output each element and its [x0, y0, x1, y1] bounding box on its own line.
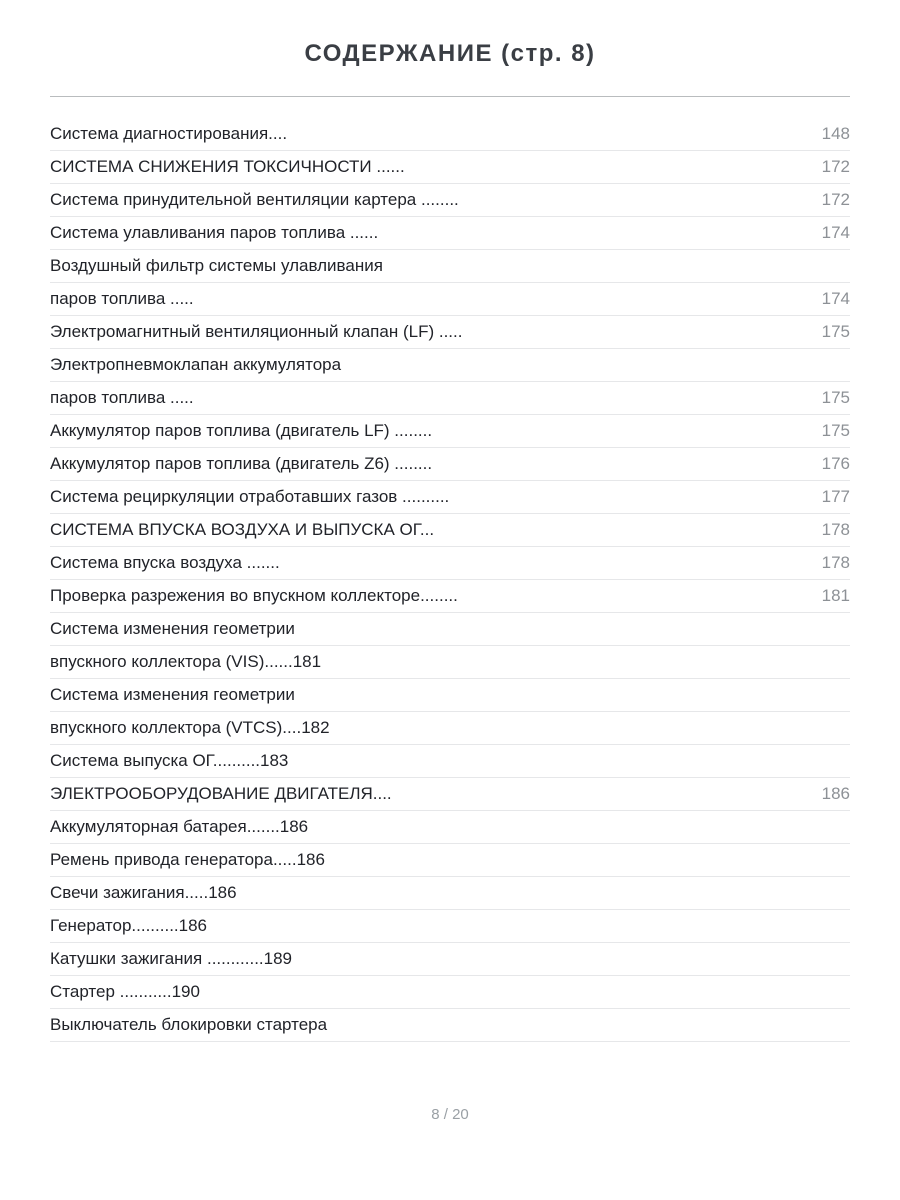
toc-row: [50, 811, 850, 844]
toc-list: [50, 118, 850, 1042]
toc-entry-label: ЭЛЕКТРООБОРУДОВАНИЕ ДВИГАТЕЛЯ....: [50, 784, 392, 803]
page-title: СОДЕРЖАНИЕ (стр. 8): [304, 40, 596, 67]
toc-entry-page: 174: [821, 289, 850, 308]
toc-entry-page: 177: [821, 487, 850, 506]
toc-entry-label: Воздушный фильтр системы улавливания: [50, 256, 383, 275]
toc-entry-page: 186: [821, 784, 850, 803]
toc-row: [50, 250, 850, 283]
toc-entry-label: Аккумулятор паров топлива (двигатель LF) ........: [50, 421, 433, 440]
toc-entry-label: Электромагнитный вентиляционный клапан (LF) .....: [50, 322, 463, 341]
toc-entry-label: Система диагностирования....: [50, 124, 288, 143]
toc-row: [50, 910, 850, 943]
toc-row: [50, 514, 850, 547]
toc-entry-page: 178: [821, 553, 850, 572]
toc-entry-page: 175: [821, 388, 850, 407]
toc-entry-label: Аккумулятор паров топлива (двигатель Z6) ........: [50, 454, 433, 473]
toc-entry-label: СИСТЕМА ВПУСКА ВОЗДУХА И ВЫПУСКА ОГ...: [50, 520, 435, 539]
toc-row: [50, 118, 850, 151]
toc-row: [50, 745, 850, 778]
toc-row: [50, 679, 850, 712]
toc-entry-page: 181: [821, 586, 850, 605]
toc-entry-label: Свечи зажигания.....186: [50, 883, 237, 902]
toc-row: [50, 382, 850, 415]
toc-row: [50, 844, 850, 877]
toc-entry-label: паров топлива .....: [50, 289, 194, 308]
toc-entry-label: Стартер ...........190: [50, 982, 200, 1001]
toc-entry-page: 175: [821, 421, 850, 440]
toc-entry-page: 176: [821, 454, 850, 473]
toc-entry-page: 172: [821, 190, 850, 209]
toc-entry-page: 148: [821, 124, 850, 143]
toc-entry-label: Проверка разрежения во впускном коллекторе........: [50, 586, 458, 605]
toc-row: [50, 415, 850, 448]
toc-row: [50, 151, 850, 184]
toc-row: [50, 712, 850, 745]
toc-entry-label: Система изменения геометрии: [50, 685, 295, 704]
toc-entry-page: 175: [821, 322, 850, 341]
toc-entry-label: Система принудительной вентиляции картера ........: [50, 190, 459, 209]
toc-row: [50, 778, 850, 811]
toc-row: [50, 976, 850, 1009]
toc-entry-page: 174: [821, 223, 850, 242]
toc-row: [50, 184, 850, 217]
page-indicator: 8 / 20: [431, 1106, 469, 1123]
toc-entry-label: Система впуска воздуха .......: [50, 553, 280, 572]
toc-entry-label: Выключатель блокировки стартера: [50, 1015, 328, 1034]
toc-row: [50, 547, 850, 580]
toc-entry-label: Генератор..........186: [50, 916, 208, 935]
toc-row: [50, 580, 850, 613]
toc-row: [50, 943, 850, 976]
toc-entry-label: Система изменения геометрии: [50, 619, 295, 638]
toc-row: [50, 613, 850, 646]
toc-row: [50, 283, 850, 316]
toc-row: [50, 316, 850, 349]
toc-entry-label: СИСТЕМА СНИЖЕНИЯ ТОКСИЧНОСТИ ......: [50, 157, 405, 176]
toc-entry-label: Электропневмоклапан аккумулятора: [50, 355, 342, 374]
toc-row: [50, 646, 850, 679]
toc-row: [50, 481, 850, 514]
toc-row: [50, 217, 850, 250]
toc-entry-label: паров топлива .....: [50, 388, 194, 407]
toc-entry-label: Система улавливания паров топлива ......: [50, 223, 379, 242]
toc-row: [50, 349, 850, 382]
toc-row: [50, 448, 850, 481]
title-divider: [50, 96, 850, 97]
toc-entry-label: впускного коллектора (VIS)......181: [50, 652, 322, 671]
toc-entry-label: Катушки зажигания ............189: [50, 949, 293, 968]
toc-row: [50, 877, 850, 910]
toc-entry-label: Система рециркуляции отработавших газов ..........: [50, 487, 450, 506]
toc-entry-label: Аккумуляторная батарея.......186: [50, 817, 309, 836]
toc-entry-label: впускного коллектора (VTCS)....182: [50, 718, 330, 737]
toc-entry-page: 172: [821, 157, 850, 176]
toc-row: [50, 1009, 850, 1042]
toc-entry-label: Система выпуска ОГ..........183: [50, 751, 289, 770]
toc-entry-label: Ремень привода генератора.....186: [50, 850, 325, 869]
toc-entry-page: 178: [821, 520, 850, 539]
